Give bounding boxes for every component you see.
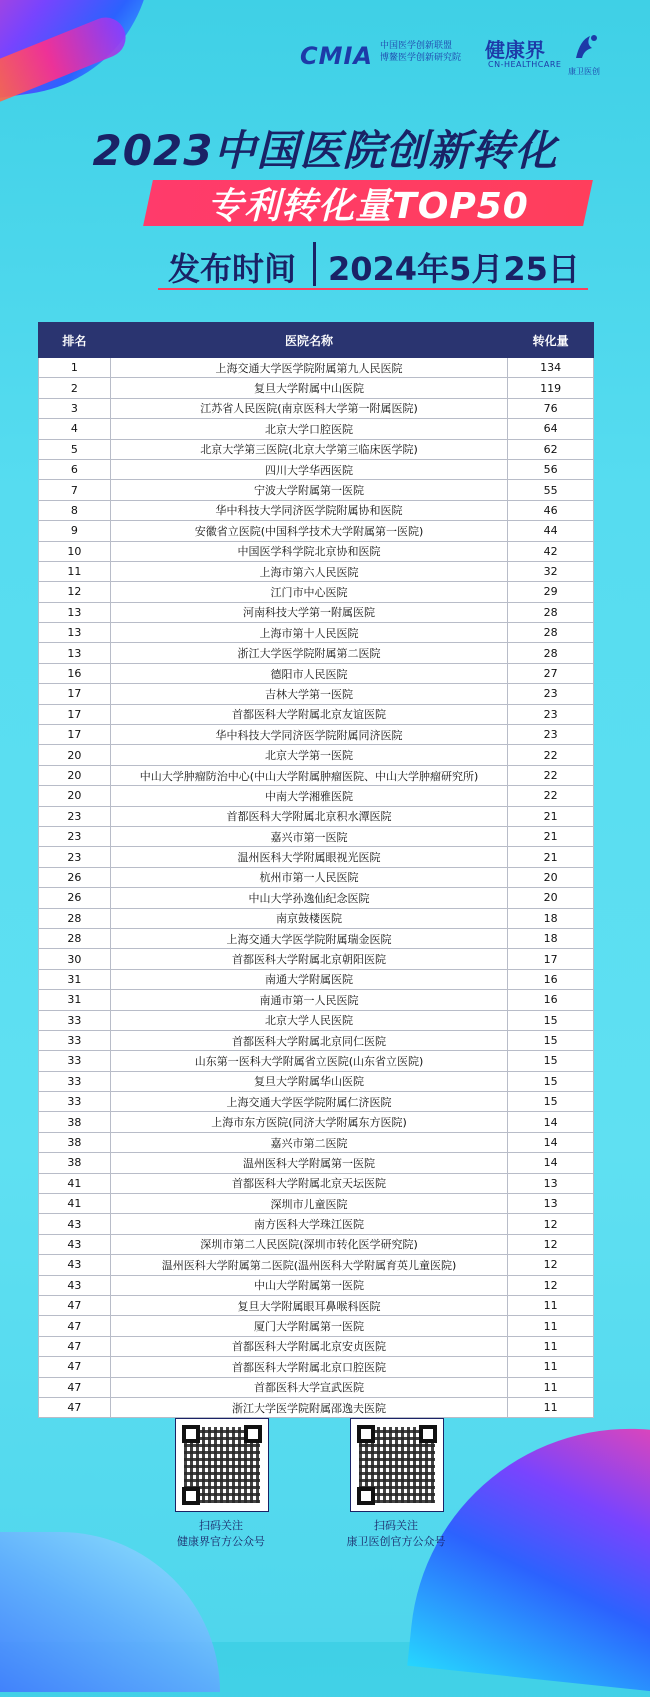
cmia-logo: CMIA bbox=[300, 42, 373, 70]
count-cell: 134 bbox=[508, 358, 594, 378]
table-row bbox=[39, 378, 594, 398]
hospital-name-cell: 北京大学第三医院(北京大学第三临床医学院) bbox=[110, 439, 508, 459]
count-cell: 13 bbox=[508, 1194, 594, 1214]
count-cell: 56 bbox=[508, 459, 594, 479]
table-row bbox=[39, 480, 594, 500]
rank-cell: 41 bbox=[39, 1194, 111, 1214]
hospital-name-cell: 吉林大学第一医院 bbox=[110, 684, 508, 704]
table-row bbox=[39, 928, 594, 948]
table-row bbox=[39, 1194, 594, 1214]
rank-cell: 16 bbox=[39, 663, 111, 683]
count-cell: 16 bbox=[508, 969, 594, 989]
rank-cell: 41 bbox=[39, 1173, 111, 1193]
hospital-name-cell: 浙江大学医学院附属第二医院 bbox=[110, 643, 508, 663]
hospital-name-cell: 华中科技大学同济医学院附属同济医院 bbox=[110, 725, 508, 745]
table-row bbox=[39, 1316, 594, 1336]
count-cell: 29 bbox=[508, 582, 594, 602]
count-cell: 22 bbox=[508, 745, 594, 765]
count-cell: 11 bbox=[508, 1295, 594, 1315]
rank-cell: 26 bbox=[39, 888, 111, 908]
count-cell: 55 bbox=[508, 480, 594, 500]
table-row bbox=[39, 1234, 594, 1254]
rank-cell: 23 bbox=[39, 826, 111, 846]
count-cell: 20 bbox=[508, 867, 594, 887]
rank-cell: 11 bbox=[39, 561, 111, 581]
table-row bbox=[39, 888, 594, 908]
hospital-name-cell: 南通大学附属医院 bbox=[110, 969, 508, 989]
qr-corner-marker bbox=[182, 1425, 200, 1443]
count-cell: 11 bbox=[508, 1397, 594, 1417]
table-header-row bbox=[39, 323, 594, 358]
rank-cell: 43 bbox=[39, 1234, 111, 1254]
rank-cell: 13 bbox=[39, 643, 111, 663]
ranking-table bbox=[38, 322, 594, 1418]
hospital-name-cell: 首都医科大学附属北京同仁医院 bbox=[110, 1030, 508, 1050]
table-row bbox=[39, 643, 594, 663]
count-cell: 13 bbox=[508, 1173, 594, 1193]
table-row bbox=[39, 521, 594, 541]
rank-cell: 26 bbox=[39, 867, 111, 887]
count-cell: 22 bbox=[508, 786, 594, 806]
hospital-name-cell: 首都医科大学附属北京安贞医院 bbox=[110, 1336, 508, 1356]
title-banner-text: 专利转化量TOP50 bbox=[207, 186, 529, 227]
hospital-name-cell: 首都医科大学附属北京友谊医院 bbox=[110, 704, 508, 724]
release-date-value: 2024年5月25日 bbox=[328, 250, 580, 288]
hospital-name-cell: 首都医科大学附属北京积水潭医院 bbox=[110, 806, 508, 826]
count-cell: 15 bbox=[508, 1051, 594, 1071]
table-row bbox=[39, 1010, 594, 1030]
count-cell: 21 bbox=[508, 806, 594, 826]
rank-cell: 1 bbox=[39, 358, 111, 378]
rank-cell: 3 bbox=[39, 398, 111, 418]
count-cell: 76 bbox=[508, 398, 594, 418]
jiankangjie-subtitle: CN-HEALTHCARE bbox=[488, 60, 562, 69]
column-header-hospital: 医院名称 bbox=[110, 323, 508, 358]
table-row bbox=[39, 1051, 594, 1071]
rank-cell: 43 bbox=[39, 1275, 111, 1295]
hospital-name-cell: 温州医科大学附属眼视光医院 bbox=[110, 847, 508, 867]
qr-code-kangwei bbox=[350, 1418, 444, 1512]
hospital-name-cell: 南通市第一人民医院 bbox=[110, 990, 508, 1010]
rank-cell: 5 bbox=[39, 439, 111, 459]
table-row bbox=[39, 867, 594, 887]
hospital-name-cell: 上海市第十人民医院 bbox=[110, 623, 508, 643]
page-title: 2023中国医院创新转化 bbox=[92, 126, 558, 175]
hospital-name-cell: 浙江大学医学院附属邵逸夫医院 bbox=[110, 1397, 508, 1417]
qr-code-jiankangjie bbox=[175, 1418, 269, 1512]
count-cell: 12 bbox=[508, 1214, 594, 1234]
table-row bbox=[39, 847, 594, 867]
hospital-name-cell: 嘉兴市第二医院 bbox=[110, 1132, 508, 1152]
qr-caption-kangwei: 扫码关注 康卫医创官方公众号 bbox=[346, 1519, 446, 1548]
table-row bbox=[39, 786, 594, 806]
qr-corner-marker bbox=[357, 1487, 375, 1505]
count-cell: 17 bbox=[508, 949, 594, 969]
jiankangjie-logo: 健康界 bbox=[485, 38, 545, 62]
rank-cell: 47 bbox=[39, 1357, 111, 1377]
table-row bbox=[39, 582, 594, 602]
rank-cell: 38 bbox=[39, 1112, 111, 1132]
table-row bbox=[39, 704, 594, 724]
rank-cell: 9 bbox=[39, 521, 111, 541]
rank-cell: 20 bbox=[39, 786, 111, 806]
cmia-subtitle: 中国医学创新联盟 博鳌医学创新研究院 bbox=[380, 41, 462, 63]
table-row bbox=[39, 765, 594, 785]
table-row bbox=[39, 1092, 594, 1112]
table-row bbox=[39, 602, 594, 622]
count-cell: 11 bbox=[508, 1316, 594, 1336]
table-row bbox=[39, 990, 594, 1010]
qr-corner-marker bbox=[419, 1425, 437, 1443]
table-row bbox=[39, 725, 594, 745]
rank-cell: 31 bbox=[39, 990, 111, 1010]
table-row bbox=[39, 1132, 594, 1152]
hospital-name-cell: 嘉兴市第一医院 bbox=[110, 826, 508, 846]
rank-cell: 7 bbox=[39, 480, 111, 500]
hospital-name-cell: 首都医科大学附属北京朝阳医院 bbox=[110, 949, 508, 969]
rank-cell: 10 bbox=[39, 541, 111, 561]
column-header-count: 转化量 bbox=[508, 323, 594, 358]
table-row bbox=[39, 1255, 594, 1275]
qr-caption-jiankangjie: 扫码关注 健康界官方公众号 bbox=[177, 1519, 265, 1548]
rank-cell: 33 bbox=[39, 1092, 111, 1112]
count-cell: 28 bbox=[508, 602, 594, 622]
table-row bbox=[39, 663, 594, 683]
hospital-name-cell: 江苏省人民医院(南京医科大学第一附属医院) bbox=[110, 398, 508, 418]
hospital-name-cell: 中国医学科学院北京协和医院 bbox=[110, 541, 508, 561]
hospital-name-cell: 首都医科大学附属北京天坛医院 bbox=[110, 1173, 508, 1193]
count-cell: 21 bbox=[508, 847, 594, 867]
hospital-name-cell: 上海交通大学医学院附属瑞金医院 bbox=[110, 928, 508, 948]
count-cell: 15 bbox=[508, 1092, 594, 1112]
table-row bbox=[39, 1336, 594, 1356]
count-cell: 23 bbox=[508, 684, 594, 704]
count-cell: 18 bbox=[508, 908, 594, 928]
count-cell: 12 bbox=[508, 1275, 594, 1295]
hospital-name-cell: 厦门大学附属第一医院 bbox=[110, 1316, 508, 1336]
count-cell: 11 bbox=[508, 1357, 594, 1377]
hospital-name-cell: 中山大学孙逸仙纪念医院 bbox=[110, 888, 508, 908]
rank-cell: 8 bbox=[39, 500, 111, 520]
table-row bbox=[39, 908, 594, 928]
hospital-name-cell: 首都医科大学附属北京口腔医院 bbox=[110, 1357, 508, 1377]
release-date-label: 发布时间 bbox=[168, 250, 297, 288]
count-cell: 14 bbox=[508, 1132, 594, 1152]
count-cell: 12 bbox=[508, 1234, 594, 1254]
count-cell: 14 bbox=[508, 1112, 594, 1132]
decorative-wave-bottom-left bbox=[0, 1532, 220, 1692]
hospital-name-cell: 深圳市儿童医院 bbox=[110, 1194, 508, 1214]
count-cell: 18 bbox=[508, 928, 594, 948]
rank-cell: 20 bbox=[39, 745, 111, 765]
table-row bbox=[39, 541, 594, 561]
table-row bbox=[39, 419, 594, 439]
kangwei-logo-icon bbox=[570, 30, 604, 64]
logo-bar bbox=[0, 30, 650, 80]
hospital-name-cell: 复旦大学附属眼耳鼻喉科医院 bbox=[110, 1295, 508, 1315]
count-cell: 23 bbox=[508, 725, 594, 745]
table-row bbox=[39, 826, 594, 846]
rank-cell: 12 bbox=[39, 582, 111, 602]
count-cell: 27 bbox=[508, 663, 594, 683]
rank-cell: 17 bbox=[39, 684, 111, 704]
hospital-name-cell: 华中科技大学同济医学院附属协和医院 bbox=[110, 500, 508, 520]
count-cell: 15 bbox=[508, 1071, 594, 1091]
column-header-rank: 排名 bbox=[39, 323, 111, 358]
hospital-name-cell: 河南科技大学第一附属医院 bbox=[110, 602, 508, 622]
count-cell: 28 bbox=[508, 643, 594, 663]
count-cell: 44 bbox=[508, 521, 594, 541]
rank-cell: 33 bbox=[39, 1030, 111, 1050]
rank-cell: 47 bbox=[39, 1316, 111, 1336]
hospital-name-cell: 中南大学湘雅医院 bbox=[110, 786, 508, 806]
rank-cell: 4 bbox=[39, 419, 111, 439]
hospital-name-cell: 上海市东方医院(同济大学附属东方医院) bbox=[110, 1112, 508, 1132]
hospital-name-cell: 中山大学肿瘤防治中心(中山大学附属肿瘤医院、中山大学肿瘤研究所) bbox=[110, 765, 508, 785]
hospital-name-cell: 安徽省立医院(中国科学技术大学附属第一医院) bbox=[110, 521, 508, 541]
table-row bbox=[39, 1153, 594, 1173]
hospital-name-cell: 上海交通大学医学院附属仁济医院 bbox=[110, 1092, 508, 1112]
table-row bbox=[39, 623, 594, 643]
table-row bbox=[39, 1377, 594, 1397]
count-cell: 46 bbox=[508, 500, 594, 520]
table-row bbox=[39, 1030, 594, 1050]
count-cell: 20 bbox=[508, 888, 594, 908]
table-row bbox=[39, 1397, 594, 1417]
rank-cell: 43 bbox=[39, 1255, 111, 1275]
table-row bbox=[39, 439, 594, 459]
rank-cell: 23 bbox=[39, 847, 111, 867]
count-cell: 15 bbox=[508, 1030, 594, 1050]
rank-cell: 13 bbox=[39, 623, 111, 643]
count-cell: 42 bbox=[508, 541, 594, 561]
rank-cell: 47 bbox=[39, 1397, 111, 1417]
hospital-name-cell: 上海交通大学医学院附属第九人民医院 bbox=[110, 358, 508, 378]
table-row bbox=[39, 459, 594, 479]
count-cell: 62 bbox=[508, 439, 594, 459]
rank-cell: 47 bbox=[39, 1377, 111, 1397]
rank-cell: 28 bbox=[39, 908, 111, 928]
hospital-name-cell: 南京鼓楼医院 bbox=[110, 908, 508, 928]
table-row bbox=[39, 1275, 594, 1295]
rank-cell: 38 bbox=[39, 1153, 111, 1173]
count-cell: 119 bbox=[508, 378, 594, 398]
table-row bbox=[39, 358, 594, 378]
count-cell: 14 bbox=[508, 1153, 594, 1173]
count-cell: 28 bbox=[508, 623, 594, 643]
hospital-name-cell: 深圳市第二人民医院(深圳市转化医学研究院) bbox=[110, 1234, 508, 1254]
table-body bbox=[39, 358, 594, 1418]
rank-cell: 43 bbox=[39, 1214, 111, 1234]
rank-cell: 31 bbox=[39, 969, 111, 989]
hospital-name-cell: 温州医科大学附属第一医院 bbox=[110, 1153, 508, 1173]
hospital-name-cell: 南方医科大学珠江医院 bbox=[110, 1214, 508, 1234]
count-cell: 15 bbox=[508, 1010, 594, 1030]
table-row bbox=[39, 1214, 594, 1234]
count-cell: 64 bbox=[508, 419, 594, 439]
count-cell: 32 bbox=[508, 561, 594, 581]
hospital-name-cell: 江门市中心医院 bbox=[110, 582, 508, 602]
hospital-name-cell: 首都医科大学宣武医院 bbox=[110, 1377, 508, 1397]
hospital-name-cell: 复旦大学附属华山医院 bbox=[110, 1071, 508, 1091]
rank-cell: 33 bbox=[39, 1010, 111, 1030]
rank-cell: 33 bbox=[39, 1051, 111, 1071]
rank-cell: 6 bbox=[39, 459, 111, 479]
count-cell: 23 bbox=[508, 704, 594, 724]
table-row bbox=[39, 1071, 594, 1091]
hospital-name-cell: 山东第一医科大学附属省立医院(山东省立医院) bbox=[110, 1051, 508, 1071]
count-cell: 16 bbox=[508, 990, 594, 1010]
rank-cell: 30 bbox=[39, 949, 111, 969]
rank-cell: 23 bbox=[39, 806, 111, 826]
rank-cell: 28 bbox=[39, 928, 111, 948]
table-row bbox=[39, 500, 594, 520]
hospital-name-cell: 杭州市第一人民医院 bbox=[110, 867, 508, 887]
table-row bbox=[39, 1295, 594, 1315]
rank-cell: 47 bbox=[39, 1295, 111, 1315]
hospital-name-cell: 北京大学人民医院 bbox=[110, 1010, 508, 1030]
table-row bbox=[39, 969, 594, 989]
kangwei-subtitle: 康卫医创 bbox=[568, 67, 600, 76]
table-row bbox=[39, 1173, 594, 1193]
count-cell: 11 bbox=[508, 1336, 594, 1356]
rank-cell: 33 bbox=[39, 1071, 111, 1091]
table-row bbox=[39, 684, 594, 704]
date-underline bbox=[158, 288, 588, 290]
rank-cell: 47 bbox=[39, 1336, 111, 1356]
hospital-name-cell: 四川大学华西医院 bbox=[110, 459, 508, 479]
rank-cell: 13 bbox=[39, 602, 111, 622]
hospital-name-cell: 北京大学第一医院 bbox=[110, 745, 508, 765]
count-cell: 12 bbox=[508, 1255, 594, 1275]
table-row bbox=[39, 1357, 594, 1377]
qr-corner-marker bbox=[182, 1487, 200, 1505]
rank-cell: 17 bbox=[39, 704, 111, 724]
hospital-name-cell: 复旦大学附属中山医院 bbox=[110, 378, 508, 398]
rank-cell: 20 bbox=[39, 765, 111, 785]
table-row bbox=[39, 1112, 594, 1132]
count-cell: 11 bbox=[508, 1377, 594, 1397]
date-separator bbox=[313, 242, 316, 286]
rank-cell: 17 bbox=[39, 725, 111, 745]
table-row bbox=[39, 806, 594, 826]
rank-cell: 2 bbox=[39, 378, 111, 398]
hospital-name-cell: 北京大学口腔医院 bbox=[110, 419, 508, 439]
count-cell: 21 bbox=[508, 826, 594, 846]
table-row bbox=[39, 398, 594, 418]
hospital-name-cell: 温州医科大学附属第二医院(温州医科大学附属育英儿童医院) bbox=[110, 1255, 508, 1275]
hospital-name-cell: 宁波大学附属第一医院 bbox=[110, 480, 508, 500]
rank-cell: 38 bbox=[39, 1132, 111, 1152]
hospital-name-cell: 上海市第六人民医院 bbox=[110, 561, 508, 581]
count-cell: 22 bbox=[508, 765, 594, 785]
hospital-name-cell: 德阳市人民医院 bbox=[110, 663, 508, 683]
table-row bbox=[39, 949, 594, 969]
table-row bbox=[39, 745, 594, 765]
qr-corner-marker bbox=[244, 1425, 262, 1443]
table-row bbox=[39, 561, 594, 581]
qr-corner-marker bbox=[357, 1425, 375, 1443]
hospital-name-cell: 中山大学附属第一医院 bbox=[110, 1275, 508, 1295]
